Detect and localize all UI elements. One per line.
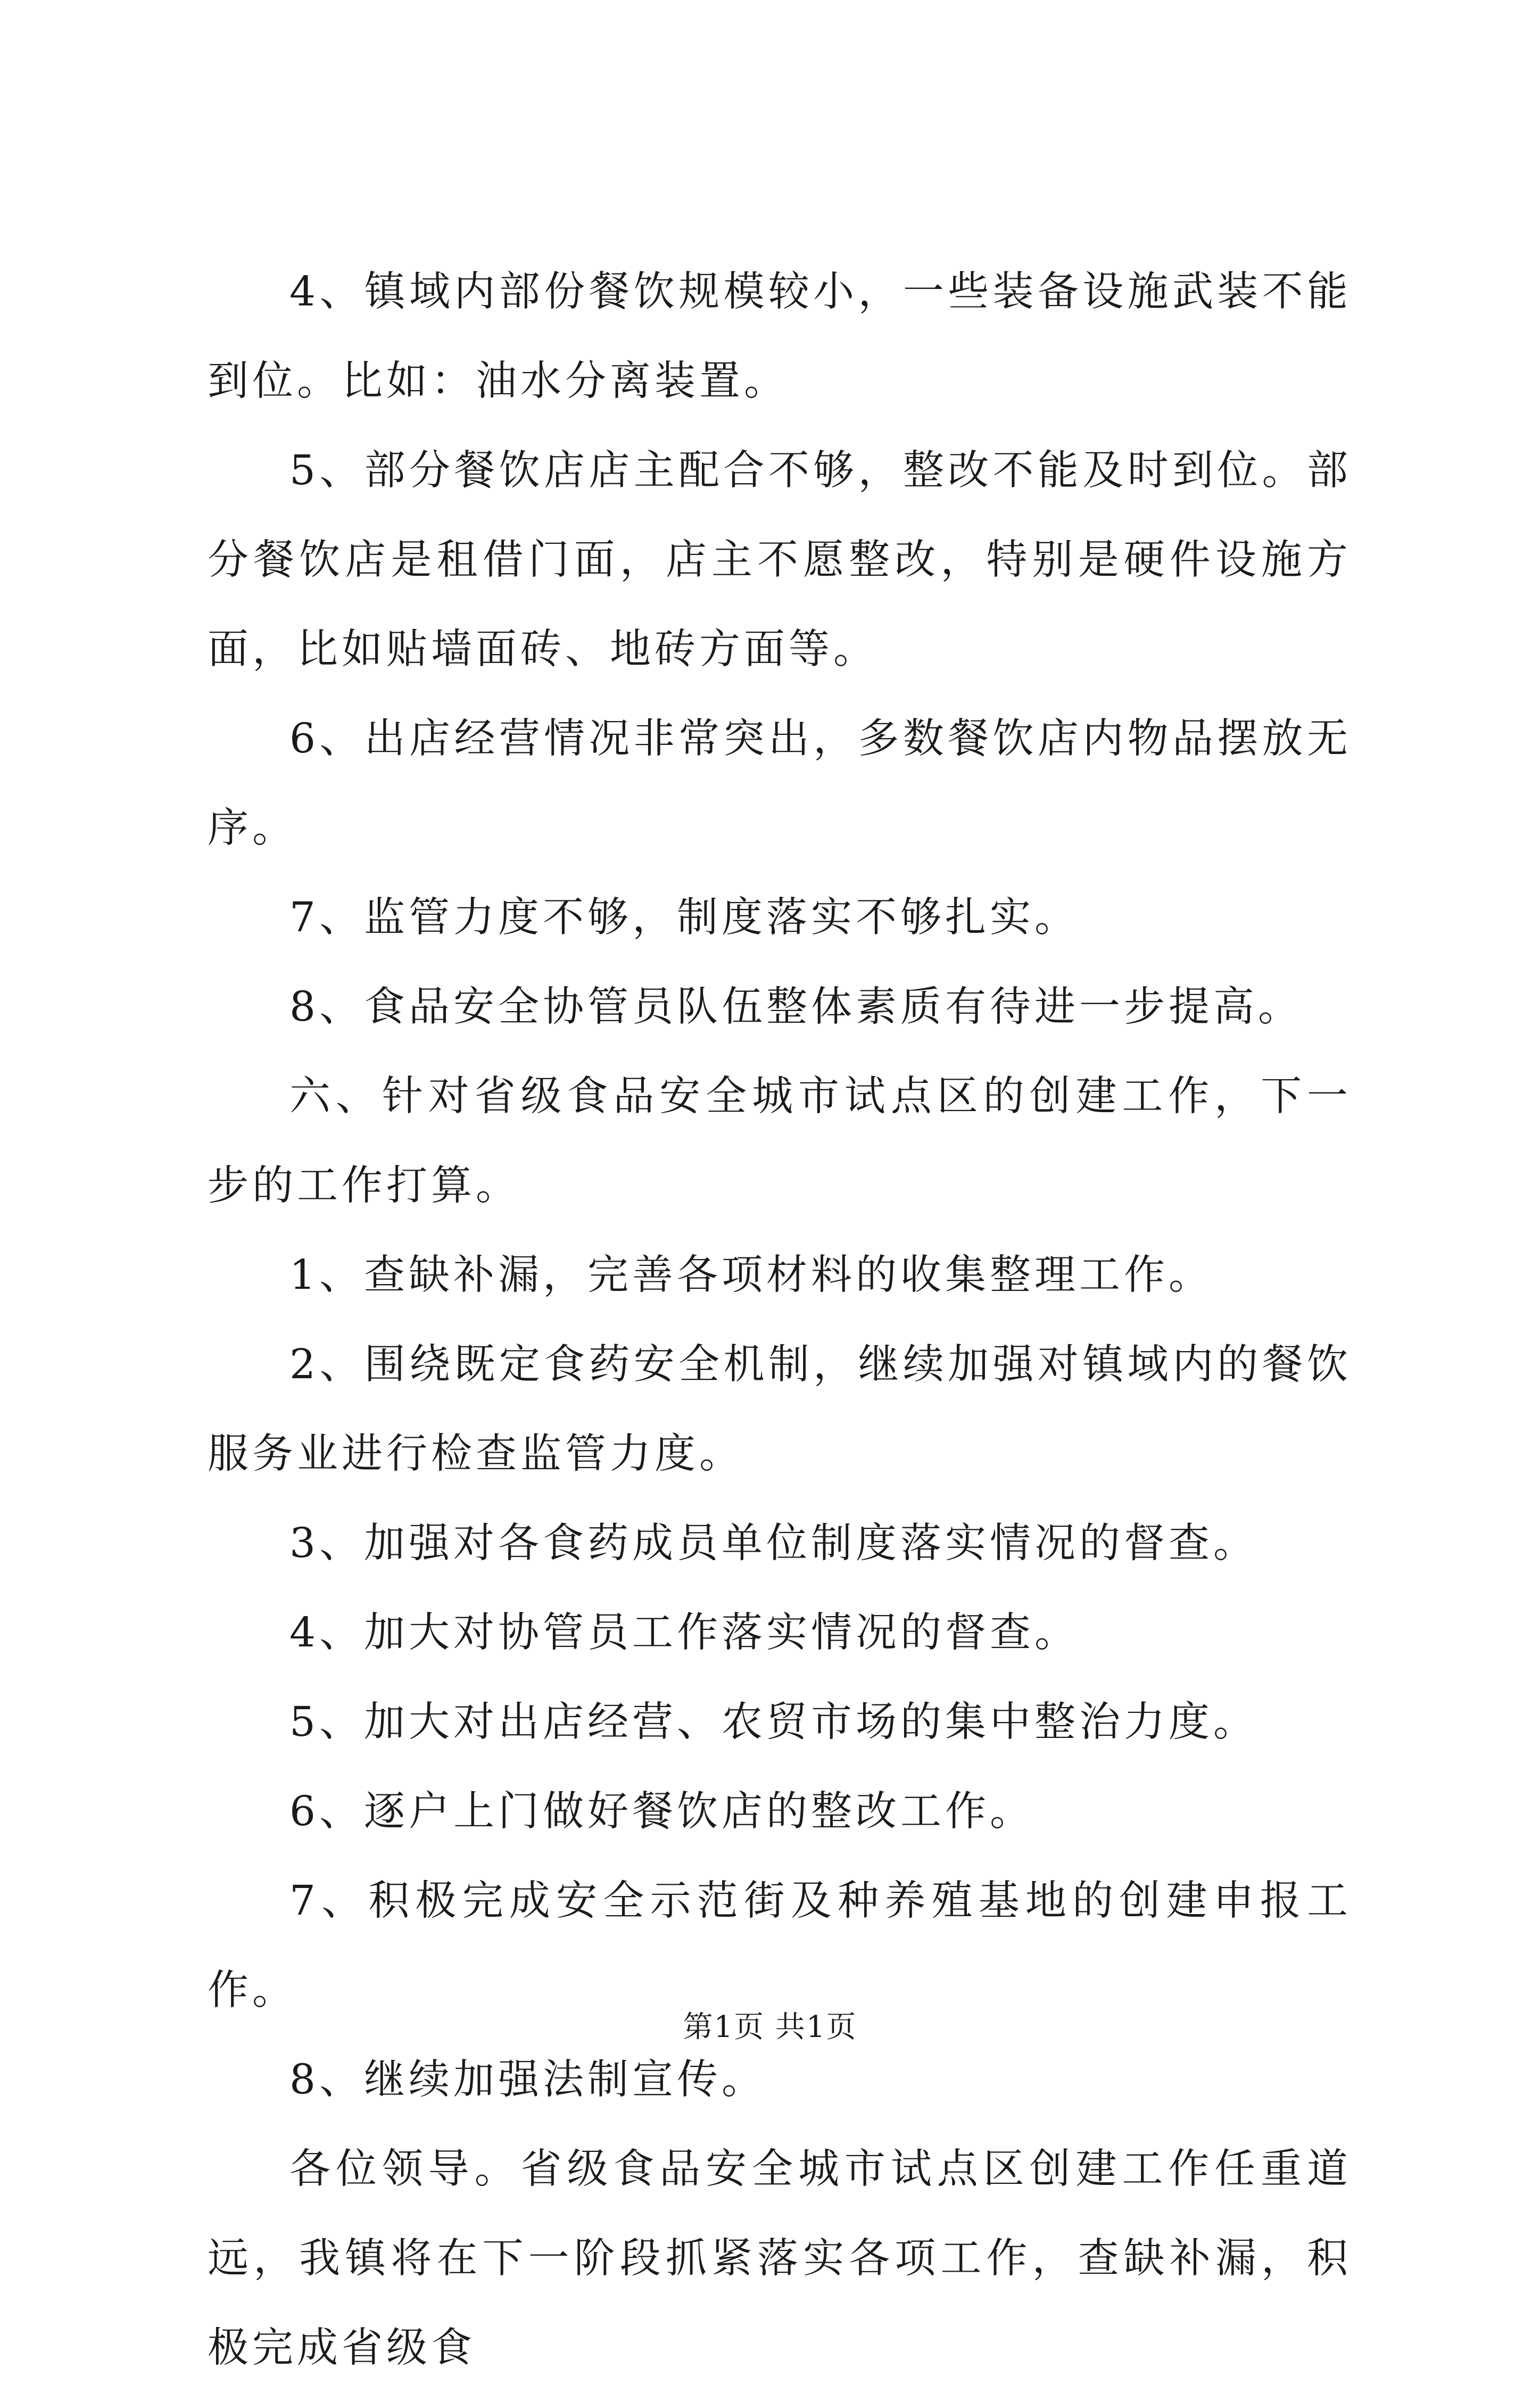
paragraph-plan-8: 8、继续加强法制宣传。 bbox=[289, 2056, 766, 2104]
paragraph-problem-7: 7、监管力度不够，制度落实不够扎实。 bbox=[289, 894, 1079, 941]
paragraph-plan-2: 2、围绕既定食药安全机制，继续加强对镇域内的餐饮服务业进行检查监管力度。 bbox=[208, 1341, 1352, 1478]
paragraph-plan-5: 5、加大对出店经营、农贸市场的集中整治力度。 bbox=[289, 1699, 1258, 1746]
paragraph-plan-3: 3、加强对各食药成员单位制度落实情况的督查。 bbox=[289, 1520, 1258, 1567]
paragraph-plan-6: 6、逐户上门做好餐饮店的整改工作。 bbox=[289, 1788, 1034, 1835]
paragraph-plan-7: 7、积极完成安全示范街及种养殖基地的创建申报工作。 bbox=[208, 1877, 1352, 2014]
paragraph-problem-6: 6、出店经营情况非常突出，多数餐饮店内物品摆放无序。 bbox=[208, 715, 1352, 852]
section-heading-six: 六、针对省级食品安全城市试点区的创建工作，下一步的工作打算。 bbox=[208, 1073, 1352, 1210]
page-footer: 第1页 共1页 bbox=[683, 2010, 857, 2044]
paragraph-problem-8: 8、食品安全协管员队伍整体素质有待进一步提高。 bbox=[289, 983, 1303, 1031]
paragraph-closing: 各位领导。省级食品安全城市试点区创建工作任重道远，我镇将在下一阶段抓紧落实各项工作，查缺补漏，积极完成省级食 bbox=[208, 2146, 1352, 2372]
paragraph-plan-1: 1、查缺补漏，完善各项材料的收集整理工作。 bbox=[289, 1252, 1213, 1299]
paragraph-problem-5: 5、部分餐饮店店主配合不够，整改不能及时到位。部分餐饮店是租借门面，店主不愿整改，特别是硬件设施方面，比如贴墙面砖、地砖方面等。 bbox=[208, 447, 1352, 673]
document-body bbox=[208, 247, 1352, 2393]
paragraph-plan-4: 4、加大对协管员工作落实情况的督查。 bbox=[289, 1609, 1079, 1657]
paragraph-problem-4: 4、镇域内部份餐饮规模较小，一些装备设施武装不能到位。比如：油水分离装置。 bbox=[208, 268, 1352, 405]
